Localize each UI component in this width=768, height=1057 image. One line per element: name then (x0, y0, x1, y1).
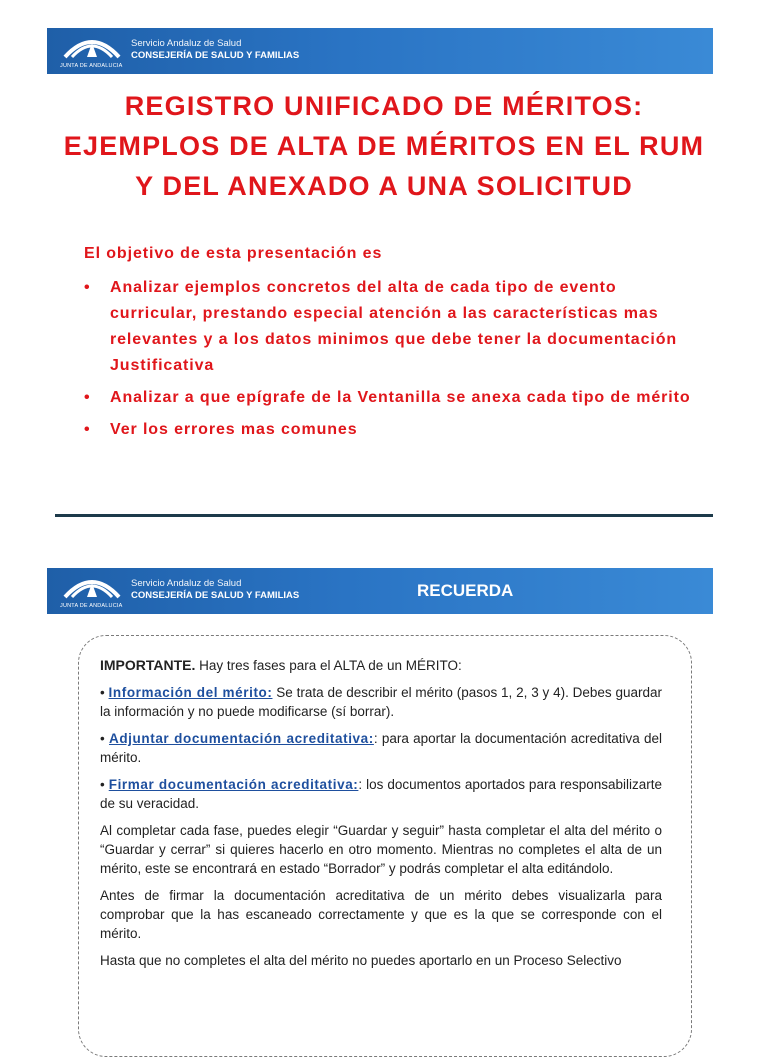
logo-text: JUNTA DE ANDALUCIA (60, 63, 123, 69)
title-line1: REGISTRO UNIFICADO DE MÉRITOS: (124, 91, 644, 121)
phase-text: Se trata de describir el mérito (pasos 1, 2, 3 y 4). Debes guardar la información y no puede modificarse (sí borrar). (100, 685, 662, 719)
important-text: Hay tres fases para el ALTA de un MÉRITO: (195, 658, 462, 673)
objective-list (84, 275, 704, 449)
phase-link-adjuntar[interactable]: Adjuntar documentación acreditativa: (108, 731, 374, 746)
list-item (84, 385, 704, 411)
bullet-icon: • (84, 389, 91, 406)
important-label: IMPORTANTE. (100, 657, 196, 673)
important-content (100, 656, 662, 978)
slide-divider (55, 514, 713, 517)
bullet-text: Ver los errores mas comunes (110, 421, 358, 438)
logo-arches-icon (57, 571, 127, 601)
important-line (100, 656, 662, 675)
phase-link-firmar[interactable]: Firmar documentación acreditativa: (108, 777, 359, 792)
list-item (84, 417, 704, 443)
organization (131, 578, 299, 602)
bullet-icon: • (84, 279, 91, 296)
list-item (84, 275, 704, 379)
title-line2: EJEMPLOS DE ALTA DE MÉRITOS EN EL RUM (63, 131, 705, 161)
phase-item: • Firmar documentación acreditativa:: los documentos aportados para responsabilizarte de su veracidad. (100, 777, 662, 811)
title-line3: Y DEL ANEXADO A UNA SOLICITUD (135, 171, 633, 201)
phase-text: : para aportar la documentación acreditativa del mérito. (100, 731, 663, 765)
phase-item: • Información del mérito: Se trata de describir el mérito (pasos 1, 2, 3 y 4). Debes guardar la información y no puede modificarse (sí borrar). (100, 685, 662, 719)
objective-intro: El objetivo de esta presentación es (84, 245, 383, 262)
phase-item: • Adjuntar documentación acreditativa:: para aportar la documentación acreditativa del mérito. (100, 731, 663, 765)
paragraph-proceso: Hasta que no completes el alta del mérito no puedes aportarlo en un Proceso Selectivo (100, 953, 622, 968)
paragraph-guardar: Al completar cada fase, puedes elegir “Guardar y seguir” hasta completar el alta del mérito o “Guardar y cerrar” si quieres hacerlo en otro momento. Mientras no completes el alta de un mérito, este se encontrará en estado “Borrador” y podrás completar el alta editándolo. (100, 823, 662, 876)
logo-arches-icon (57, 31, 127, 61)
org-line1: Servicio Andaluz de Salud (131, 578, 242, 589)
phase-text: : los documentos aportados para responsabilizarte de su veracidad. (100, 777, 662, 811)
paragraph-visualizar: Antes de firmar la documentación acreditativa de un mérito debes visualizarla para comprobar que la has escaneado correctamente y que es la que se corresponde con el mérito. (100, 888, 662, 941)
page-title (0, 86, 768, 206)
phase-link-informacion[interactable]: Información del mérito: (108, 685, 273, 700)
organization (131, 38, 299, 62)
recuerda-title: RECUERDA (417, 581, 514, 600)
junta-andalucia-logo (57, 31, 127, 71)
org-line2: CONSEJERÍA DE SALUD Y FAMILIAS (131, 590, 300, 601)
bullet-text: Analizar a que epígrafe de la Ventanilla se anexa cada tipo de mérito (110, 389, 691, 406)
bullet-icon: • (84, 421, 91, 438)
org-line1: Servicio Andaluz de Salud (131, 38, 242, 49)
junta-andalucia-logo (57, 571, 127, 611)
header-banner (47, 28, 713, 74)
bullet-text: Analizar ejemplos concretos del alta de cada tipo de evento curricular, prestando especial atención a las características mas relevantes y a los datos minimos que debe tener la documentación Justificativa (110, 279, 678, 374)
org-line2: CONSEJERÍA DE SALUD Y FAMILIAS (131, 50, 300, 61)
recuerda-banner (47, 568, 713, 614)
logo-text: JUNTA DE ANDALUCIA (60, 603, 123, 609)
